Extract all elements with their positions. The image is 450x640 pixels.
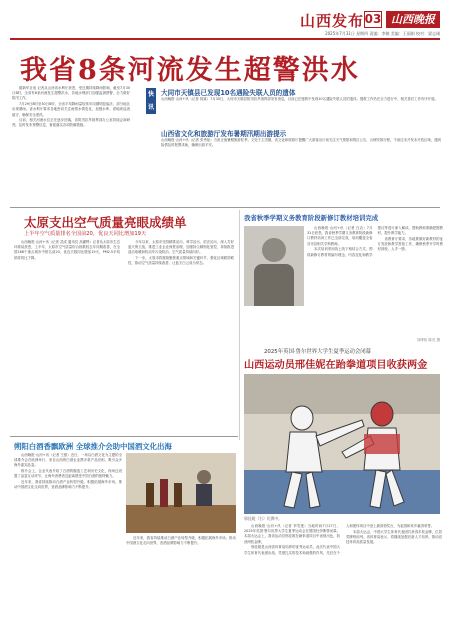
air-paragraph: 下一步，太原市将继续聚焦重点领域和关键环节，强化区域联防联控，推动空气质量持续改善，让蓝天白云成为常态。 [128,256,234,266]
brief-1-headline: 大同市天镇县已发现10名遇险失联人员的遗体 [161,89,296,97]
dateline: 2025年7月31日 星期四 责编：李敏 美编：王丽娟 校对：梁志刚 [325,31,440,36]
divider [10,436,238,437]
textbook-paragraph: 本次培训采用线上线下相结合方式，围绕新修订教材的编写理念、内容变化和教学建议等进行深入解读，帮助教师准确把握教材，提升教学能力。 [307,226,443,257]
sport-kicker: 2025年英国·鲁尔世界大学生夏季运动会闭幕 [264,349,372,355]
sport-paragraph: 本届大运会，中国大学生体育代表团共获得多枚金牌，位居奖牌榜前列。省体育局表示，将继续加强后备人才培养，推动竞技体育高质量发展。 [346,529,442,545]
brief-1-body: 山西晚报·山河+讯（记者 郭斌）7月30日，大同市天镇县防汛抗旱指挥部发布消息，目前已在搜救中发现10名遇险失联人员的遗体。搜救工作仍在全力进行中，相关善后工作有序开展。 [161,97,438,101]
air-paragraph: 山西晚报·山河+讯（记者 武成 通讯员 高灌桦）记者从太原市生态环境局获悉，上半年，太原市空气质量综合指数较去年同期改善，在全国168个重点城市中排名前20，优良天数同比增加19天，PM2.5平均浓度同比下降。 [14,240,120,260]
wine-headline: 朔阳白酒香飘欧洲 全球推介会助中国酒文化出海 [14,442,172,451]
wine-event-illustration [126,453,236,533]
lead-headline: 我省8条河流发生超警洪水 [20,55,360,86]
column-divider [239,210,240,440]
wine-body-continued [126,536,236,634]
sport-body [244,524,442,634]
air-paragraph: 今年以来，太原市坚持精准治污、科学治污、依法治污，深入打好蓝天保卫战，推进工业企业深度治理，加强扬尘精细化管控，持续推进清洁取暖和机动车污染防治，空气质量持续向好。 [128,240,234,255]
textbook-photo [244,226,304,306]
masthead-rule [10,38,440,40]
paper-logo: 山西晚报 [386,11,440,28]
taekwondo-illustration [244,374,440,514]
masthead [300,8,440,38]
sport-paragraph: 山西晚报·山河+讯（记者 李雪莲）当地时间7月27日，2025年英国·鲁尔世界大学生夏季运动会在德国杜伊斯堡闭幕。本届大运会上，我省运动员邢佳妮在跆拳道项目中表现出色，收获两枚金牌。 [244,524,340,544]
wine-paragraph: 近年来，我省持续推动白酒产业转型升级，积极拓展海外市场，推动中国酒文化走向世界，晋酒品牌影响力不断提升。 [126,536,236,546]
section-title: 山西发布 [300,12,365,30]
sport-caption: 邢佳妮（右）比赛中。 [244,516,282,521]
brief-2-body: 山西晚报·山河+讯（记者 张秀茹）当前正值暑期旅游旺季，又处于主汛期，省文化和旅游厅提醒广大游客出行前关注天气预报和景区公告，合理安排行程，不前往未开发未开放区域，遇到险情及时报警求助，确保出游平安。 [161,138,441,148]
divider [10,207,440,208]
lead-story-body [12,86,130,140]
wine-body [14,453,122,635]
wine-paragraph: 近年来，我省持续推动白酒产业转型升级，积极拓展海外市场，推动中国酒文化走向世界，晋酒品牌影响力不断提升。 [14,480,122,490]
lead-paragraph: 据新华社电 记者从山西省水利厅获悉，受近期持续降雨影响，截至7月30日8时，全省有8条河流发生超警洪水，各地水利部门加强监测预警，全力做好防汛工作。 [12,86,130,101]
brief-2-headline: 山西省文化和旅游厅发布暑期汛期出游提示 [161,130,287,138]
lead-paragraph: 7月29日8时至30日8时，全省平均降雨量较常年同期明显偏多，部分地区出现暴雨。省水利厅要求各地密切关注雨情水情变化，加强水库、淤地坝巡查值守，确保安全度汛。 [12,102,130,117]
page-number: 03 [364,12,382,26]
textbook-paragraph: 山西晚报·山河+讯（记者 白洁）7月31日获悉，我省秋季学期义务教育阶段新修订教材培训工作已全部完成，培训覆盖全省各市县相关学科教师。 [307,226,373,246]
sport-paragraph: 邢佳妮是山西省体育局培养的优秀运动员，此次代表中国大学生体育代表团出战，凭借扎实的技术和顽强的作风，先后在个人和团体项目中登上最高领奖台，为祖国和家乡赢得荣誉。 [244,524,435,555]
textbook-headline: 我省秋季学期义务教育阶段新修订教材培训完成 [244,214,379,222]
wine-paragraph: 山西晚报·山河+讯（记者 王强）近日，一场以白酒文化为主题的全球推介会在欧洲举行，来自山西的白酒企业携多款产品亮相，吸引众多海外嘉宾品鉴。 [14,453,122,468]
air-body [14,240,234,430]
flash-label: 快讯 [146,88,156,114]
wine-photo [126,453,236,533]
lead-paragraph: 目前，相关河流水位正在逐步回落，省防汛抗旱指挥部办公室持续会商研判，及时发布预警信息，督促落实各项防御措施。 [12,118,130,128]
air-subheadline: 上半年空气质量排名全国前20，优良天同比增加19天 [24,231,147,237]
wine-paragraph: 推介会上，企业代表介绍了白酒的酿造工艺和历史文化，现场还设置了品鉴互动环节，让海外消费者近距离感受中国白酒的独特魅力。 [14,469,122,479]
photo-figure [254,264,294,306]
photo-credit: 刘博伟 陈亮 摄 [416,338,440,342]
sport-headline: 山西运动员邢佳妮在跆拳道项目收获两金 [244,359,428,371]
textbook-body [307,226,443,336]
air-headline: 太原支出空气质量亮眼成绩单 [24,215,187,230]
sport-photo [244,374,440,514]
photo-figure [262,238,286,262]
textbook-paragraph: 省教育厅要求，各地要做好新教材的征订发放和教学准备工作，确保秋季开学时教材到校、人手一册。 [377,236,443,252]
